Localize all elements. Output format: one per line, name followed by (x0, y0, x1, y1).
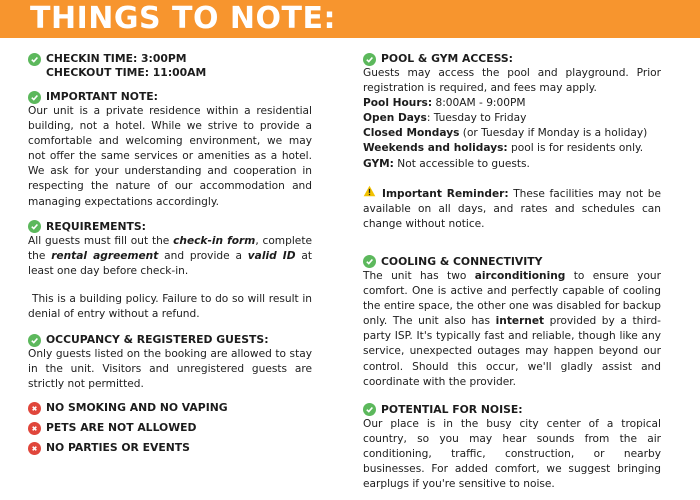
occupancy-section (28, 333, 312, 392)
airconditioning-text: airconditioning (474, 269, 566, 282)
valid-id-text: valid ID (247, 249, 296, 262)
weekends-holidays: Weekends and holidays: pool is for residents only. (363, 142, 644, 155)
checkin-section (28, 52, 312, 80)
closed-days: Closed Mondays (or Tuesday if Monday is a holiday) (363, 127, 648, 140)
cooling-body: The unit has two airconditioning to ensure your comfort. One is active and perfectly capable of cooling the entire space, the other one was disabled for backup only. The unit also has internet provided by a third-party ISP. It's typically fast and reliable, though like any service, unexpected outages may happen beyond our control. Should this occur, we'll gladly assist and coordinate with the provider. (363, 269, 661, 388)
building-policy-text: This is a building policy. Failure to do so will result in denial of entry without a refund. (28, 292, 312, 321)
requirements-body: All guests must fill out the check-in form, complete the rental agreement and provide a valid ID at least one day before check-in. (28, 234, 313, 277)
check-icon (363, 255, 376, 268)
open-days: Open Days: Tuesday to Friday (363, 112, 527, 125)
checkout-time: CHECKOUT TIME: 11:00AM (46, 66, 207, 79)
requirements-section (28, 220, 312, 322)
check-icon (28, 220, 41, 233)
list-item: NO SMOKING AND NO VAPING (28, 401, 312, 415)
noise-heading: POTENTIAL FOR NOISE: (381, 402, 523, 416)
occupancy-body: Only guests listed on the booking are allowed to stay in the unit. Visitors and unregistered guests are strictly not permitted. (28, 348, 312, 391)
important-reminder: Important Reminder: These facilities may not be available on all days, and rates and schedules can change without notice. (363, 185, 661, 232)
left-column (28, 52, 312, 455)
occupancy-heading: OCCUPANCY & REGISTERED GUESTS: (46, 333, 269, 347)
pool-hours: Pool Hours: 8:00AM - 9:00PM (363, 97, 526, 110)
warning-icon (363, 185, 376, 197)
noise-section (363, 403, 661, 492)
pool-body: Guests may access the pool and playground. Prior registration is required, and fees may apply. (363, 67, 661, 95)
cooling-section (363, 255, 661, 390)
page-title: THINGS TO NOTE: (30, 1, 336, 36)
pool-gym-section (363, 52, 661, 232)
pool-gym-heading: POOL & GYM ACCESS: (381, 52, 513, 65)
cooling-heading: COOLING & CONNECTIVITY (381, 254, 543, 268)
list-item: PETS ARE NOT ALLOWED (28, 421, 312, 435)
check-in-form-text: check-in form (173, 234, 256, 247)
rental-agreement-text: rental agreement (51, 249, 159, 262)
list-item: NO PARTIES OR EVENTS (28, 441, 312, 455)
cross-icon (28, 402, 41, 415)
internet-text: internet (495, 315, 545, 328)
important-note-section (28, 90, 312, 210)
checkin-time: CHECKIN TIME: 3:00PM (46, 52, 187, 65)
prohibited-list (28, 401, 312, 455)
check-icon (28, 91, 41, 104)
noise-body: Our place is in the busy city center of a tropical country, so you may hear sounds from the air conditioning, traffic, construction, or nearby businesses. For added comfort, we suggest bringing earplugs if you're sensitive to noise. (363, 417, 661, 491)
important-note-body: Our unit is a private residence within a residential building, not a hotel. While we strive to provide a comfortable and welcoming environment, we may not offer the same services or amenities as a hotel. We ask for your understanding and cooperation in respecting the nature of our accommodation and managing expectations accordingly. (28, 105, 312, 208)
right-column (363, 52, 661, 492)
cross-icon (28, 422, 41, 435)
gym-access: GYM: Not accessible to guests. (363, 157, 530, 170)
check-icon (363, 403, 376, 416)
check-icon (28, 53, 41, 66)
cross-icon (28, 442, 41, 455)
requirements-heading: REQUIREMENTS: (46, 219, 146, 233)
check-icon (363, 53, 376, 66)
title-banner (0, 0, 700, 38)
check-icon (28, 334, 41, 347)
important-note-heading: IMPORTANT NOTE: (46, 90, 158, 103)
